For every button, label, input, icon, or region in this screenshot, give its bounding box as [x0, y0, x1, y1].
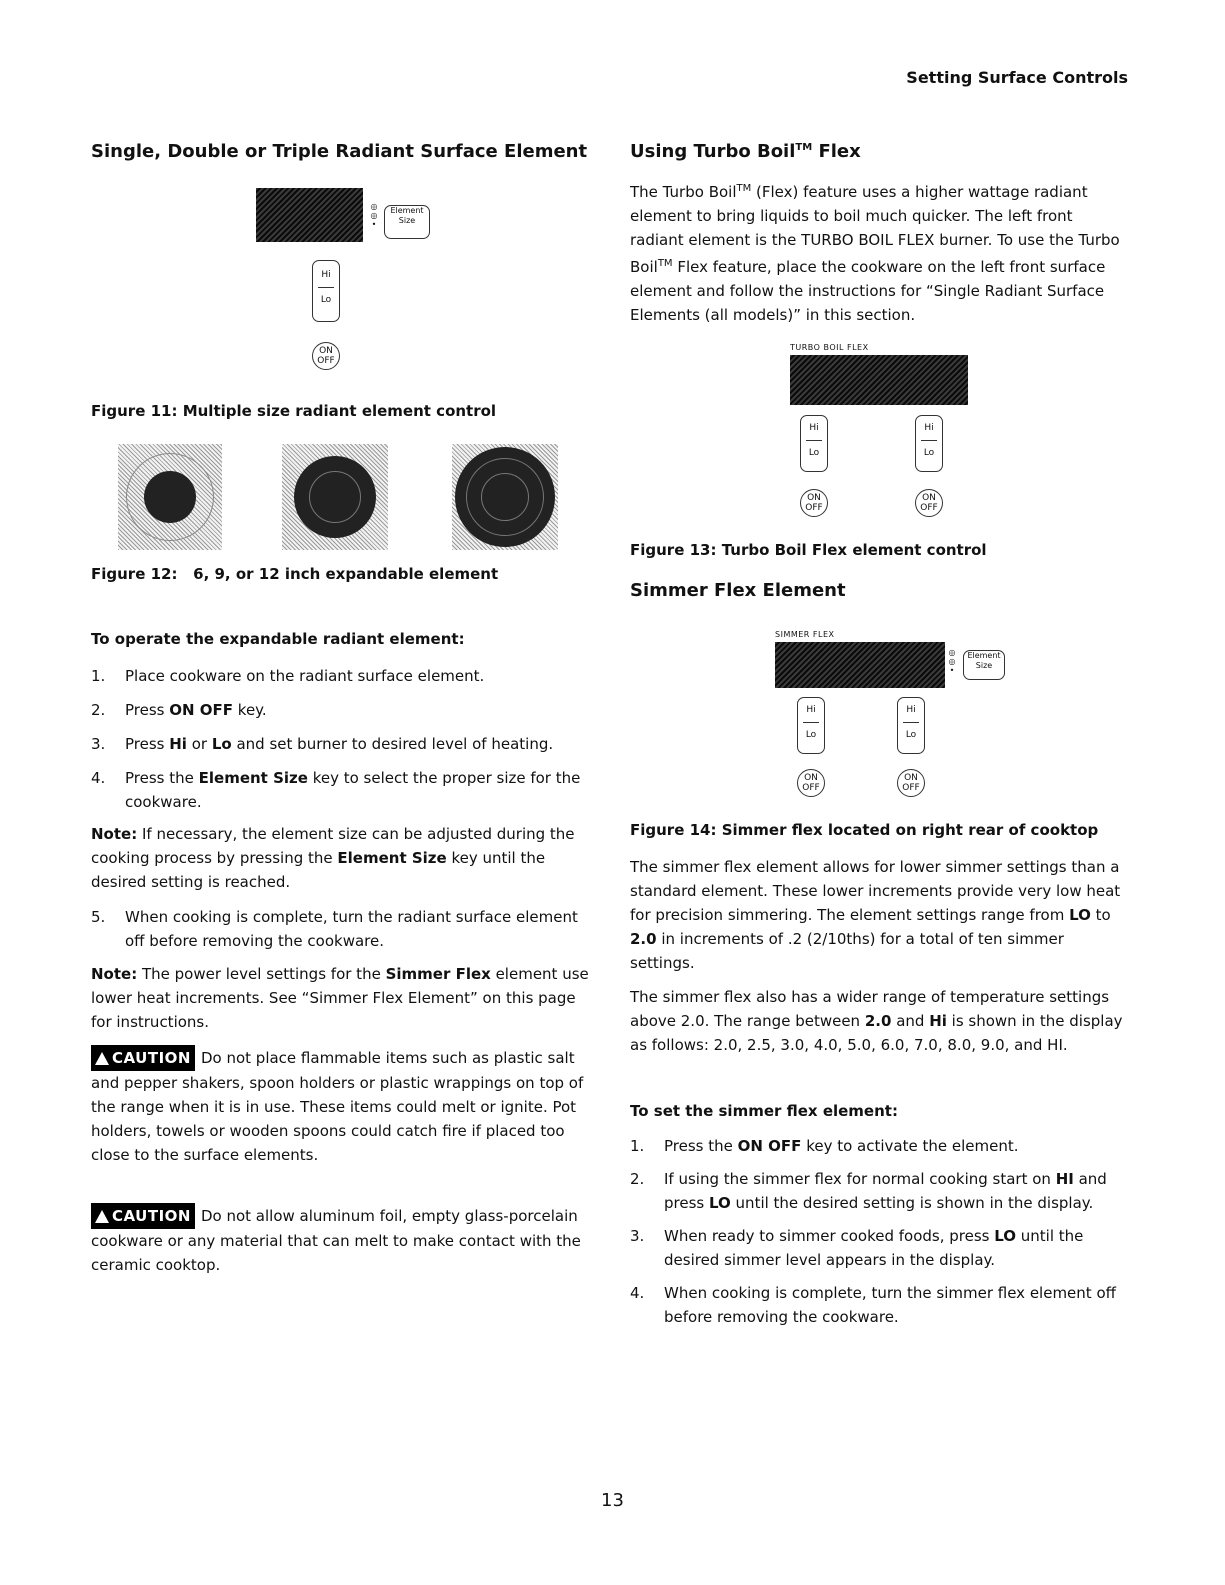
- section-title-radiant: Single, Double or Triple Radiant Surface Element: [91, 141, 588, 162]
- operate-title: To operate the expandable radiant element:: [91, 630, 465, 648]
- turbo-boil-flex-label: TURBO BOIL FLEX: [790, 343, 869, 352]
- on-off-key-right: ON OFF: [897, 769, 925, 797]
- element-size-key: Element Size: [963, 650, 1005, 680]
- set-step-2: 2. If using the simmer flex for normal cooking start on HI and press LO until the desired setting is shown in the display.: [630, 1170, 1107, 1212]
- set-step-4: 4. When cooking is complete, turn the simmer flex element off before removing the cookware.: [630, 1284, 1116, 1326]
- on-off-key: ON OFF: [312, 342, 340, 370]
- element-12-inch: [452, 444, 558, 550]
- section-title-simmer: Simmer Flex Element: [630, 580, 846, 601]
- step-1: 1. Place cookware on the radiant surface element.: [91, 667, 485, 685]
- step-3: 3. Press Hi or Lo and set burner to desired level of heating.: [91, 735, 554, 753]
- simmer-paragraph-2: The simmer flex also has a wider range of temperature settings above 2.0. The range between 2.0 and Hi is shown in the display as follows: 2.0, 2.5, 3.0, 4.0, 5.0, 6.0, 7.0, 8.0, 9.0, and HI.: [630, 988, 1123, 1054]
- on-off-key-left: ON OFF: [797, 769, 825, 797]
- figure-12-elements: [118, 444, 558, 550]
- step-5: 5. When cooking is complete, turn the radiant surface element off before removing the cookware.: [91, 908, 578, 950]
- figure-11-caption: Figure 11: Multiple size radiant element control: [91, 402, 497, 420]
- operate-steps: [91, 664, 591, 814]
- set-step-1: 1. Press the ON OFF key to activate the element.: [630, 1137, 1019, 1155]
- set-simmer-steps: [630, 1134, 1125, 1329]
- indicator-dots: ◎ ◎ •: [370, 202, 378, 229]
- figure-14-control-panel: [775, 630, 1015, 800]
- display-window: [256, 188, 363, 242]
- hi-lo-key-right: Hi Lo: [897, 697, 925, 754]
- simmer-flex-label: SIMMER FLEX: [775, 630, 835, 639]
- figure-11-control-panel: [256, 188, 436, 366]
- on-off-key-right: ON OFF: [915, 489, 943, 517]
- element-size-key: Element Size: [384, 205, 430, 239]
- set-simmer-title: To set the simmer flex element:: [630, 1102, 898, 1120]
- figure-14-caption: Figure 14: Simmer flex located on right rear of cooktop: [630, 821, 1099, 839]
- hi-lo-key-left: Hi Lo: [800, 415, 828, 472]
- hi-lo-key-right: Hi Lo: [915, 415, 943, 472]
- hi-lo-key-left: Hi Lo: [797, 697, 825, 754]
- turbo-paragraph: The Turbo Boil™ (Flex) feature uses a higher wattage radiant element to bring liquids to boil much quicker. The left front radiant element is the TURBO BOIL FLEX burner. To use the Turbo Boil™ Flex feature, place the cookware on the left front surface element and follow the instructions for “Single Radiant Surface Elements (all models)” in this section.: [630, 183, 1120, 324]
- warning-icon: [95, 1210, 109, 1223]
- page-header: Setting Surface Controls: [906, 68, 1128, 87]
- caution-badge: CAUTION: [91, 1045, 195, 1071]
- page-number: 13: [601, 1490, 624, 1511]
- figure-12-caption: Figure 12: 6, 9, or 12 inch expandable element: [91, 565, 499, 583]
- step-4: 4. Press the Element Size key to select the proper size for the cookware.: [91, 769, 581, 811]
- step-2: 2. Press ON OFF key.: [91, 701, 267, 719]
- element-6-inch: [118, 444, 222, 550]
- simmer-paragraph-1: The simmer flex element allows for lower simmer settings than a standard element. These lower increments provide very low heat for precision simmering. The element settings range from LO to 2.0 in increments of .2 (2/10ths) for a total of ten simmer settings.: [630, 858, 1121, 972]
- on-off-key-left: ON OFF: [800, 489, 828, 517]
- caution-badge: CAUTION: [91, 1203, 195, 1229]
- section-title-turbo: Using Turbo Boil™ Flex: [630, 141, 861, 162]
- figure-13-caption: Figure 13: Turbo Boil Flex element control: [630, 541, 987, 559]
- display-window: [775, 642, 945, 688]
- figure-13-control-panel: [790, 343, 970, 528]
- set-step-3: 3. When ready to simmer cooked foods, press LO until the desired simmer level appears in the display.: [630, 1227, 1084, 1269]
- display-window: [790, 355, 968, 405]
- warning-icon: [95, 1052, 109, 1065]
- note-element-size: Note: If necessary, the element size can be adjusted during the cooking process by pressing the Element Size key until the desired setting is reached.: [91, 825, 575, 891]
- hi-lo-key: Hi Lo: [312, 260, 340, 322]
- caution-flammable: CAUTION Do not place flammable items such as plastic salt and pepper shakers, spoon holders or plastic wrappings on top of the range when it is in use. These items could melt or ignite. Pot holders, towels or wooden spoons could catch fire if placed too close to the surface elements.: [91, 1045, 591, 1167]
- note-simmer-flex: Note: The power level settings for the Simmer Flex element use lower heat increments. See “Simmer Flex Element” on this page for instructions.: [91, 965, 589, 1031]
- indicator-dots: ◎ ◎ •: [948, 648, 956, 675]
- element-9-inch: [282, 444, 388, 550]
- caution-aluminum: CAUTION Do not allow aluminum foil, empty glass-porcelain cookware or any material that can melt to make contact with the ceramic cooktop.: [91, 1203, 591, 1277]
